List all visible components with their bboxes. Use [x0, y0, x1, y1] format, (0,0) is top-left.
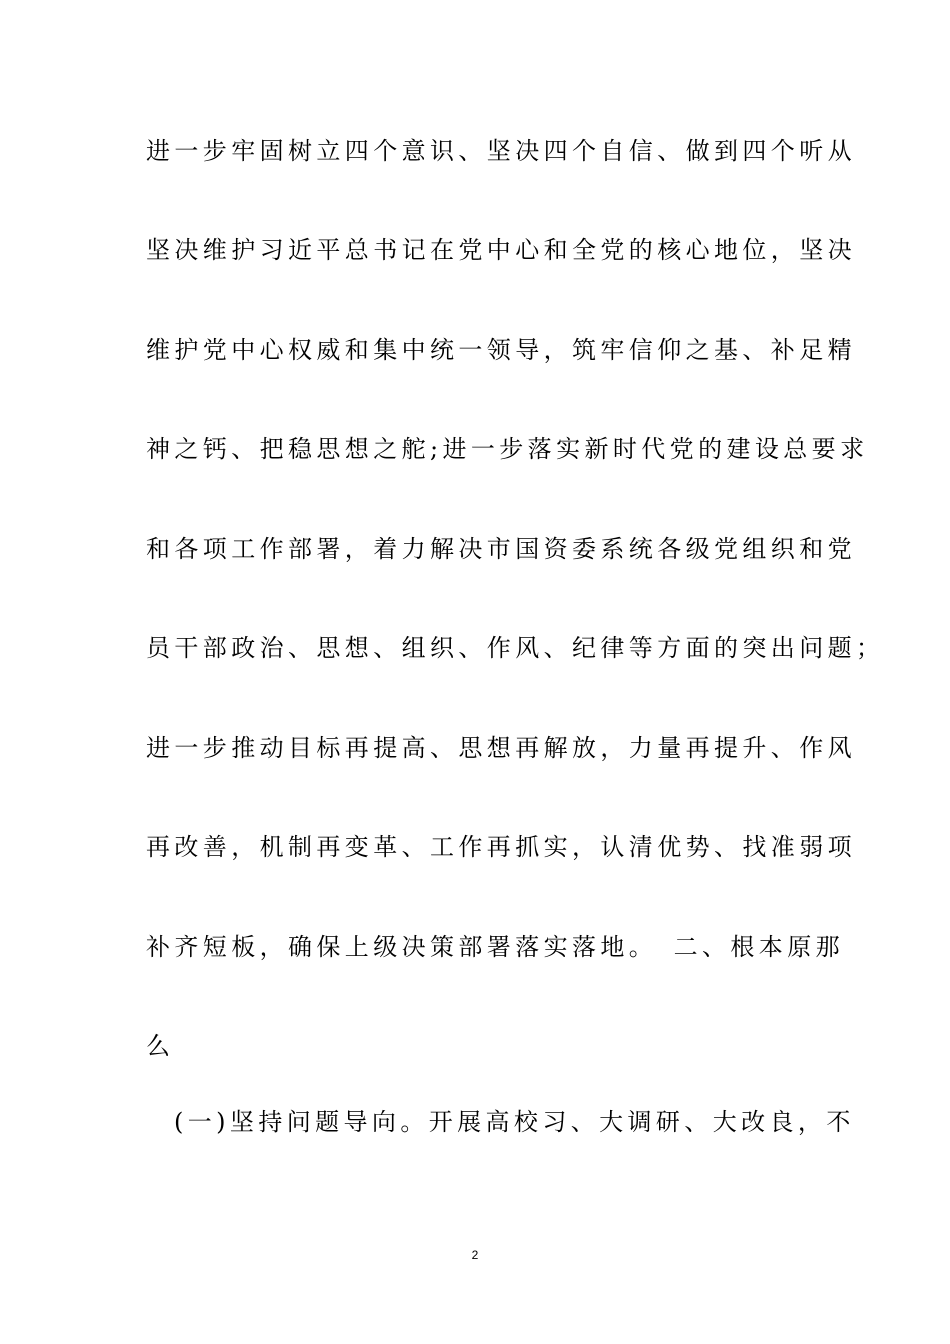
- text-line-3: 维护党中心权威和集中统一领导，筑牢信仰之基、补足精: [146, 336, 856, 364]
- text-line-1: 进一步牢固树立四个意识、坚决四个自信、做到四个听从: [146, 137, 856, 165]
- text-line-6: 员干部政治、思想、组织、作风、纪律等方面的突出问题；: [146, 634, 885, 662]
- text-line-10: 么: [146, 1032, 175, 1060]
- text-line-8: 再改善，机制再变革、工作再抓实，认清优势、找准弱项: [146, 833, 856, 861]
- text-line-2: 坚决维护习近平总书记在党中心和全党的核心地位，坚决: [146, 236, 856, 264]
- text-line-11: (一)坚持问题导向。开展高校习、大调研、大改良，不: [174, 1108, 855, 1136]
- text-line-9: 补齐短板，确保上级决策部署落实落地。 二、根本原那: [146, 933, 844, 961]
- text-line-7: 进一步推动目标再提高、思想再解放，力量再提升、作风: [146, 734, 856, 762]
- page-number: 2: [471, 1248, 479, 1262]
- text-line-5: 和各项工作部署，着力解决市国资委系统各级党组织和党: [146, 535, 856, 563]
- text-line-4: 神之钙、把稳思想之舵;进一步落实新时代党的建设总要求: [146, 435, 869, 463]
